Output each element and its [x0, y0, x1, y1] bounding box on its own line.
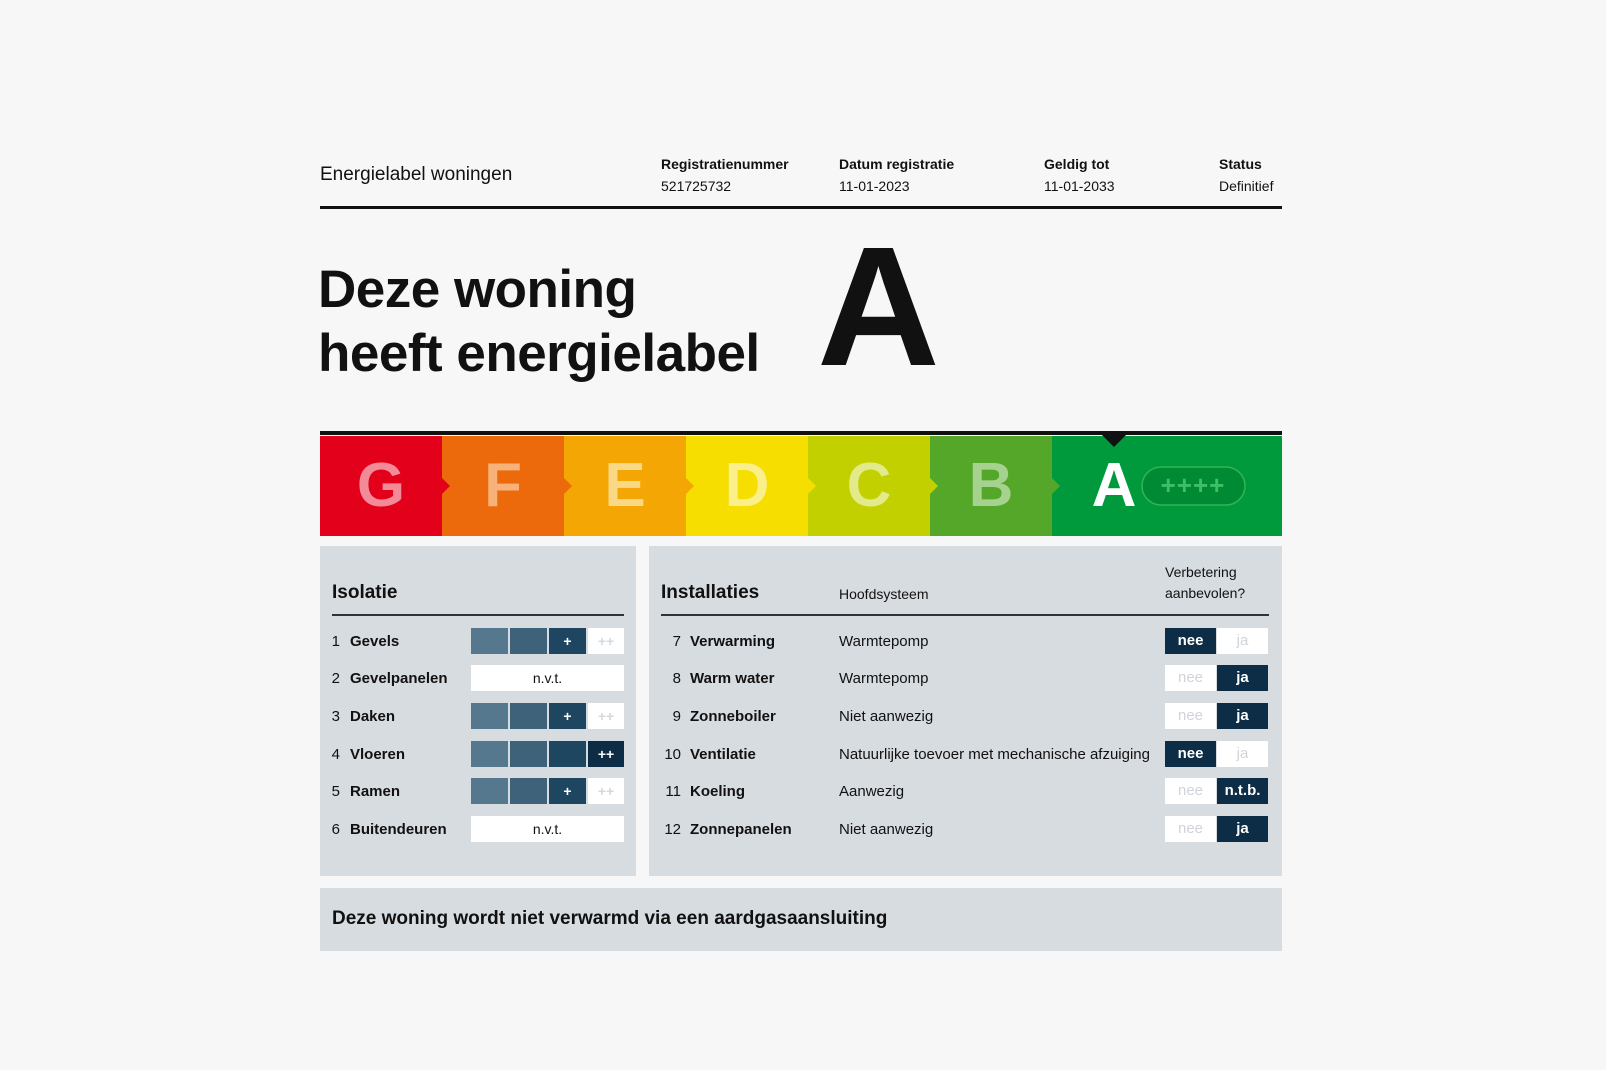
rating-segment: ++ — [588, 741, 624, 767]
installatie-row-system: Aanwezig — [839, 783, 905, 800]
rating-segment — [471, 703, 508, 729]
detail-panels — [320, 546, 1282, 876]
rating-segment: + — [549, 703, 586, 729]
improvement-option-nee: nee — [1165, 741, 1216, 767]
installatie-row-system: Niet aanwezig — [839, 708, 934, 725]
headline-line-1: Deze woning — [318, 260, 637, 319]
isolatie-rating-bar — [471, 778, 624, 804]
status-label: Status — [1219, 156, 1262, 172]
improvement-recommended-indicator — [1165, 628, 1268, 654]
scale-letter-a: A — [1091, 451, 1137, 520]
isolatie-row-number: 5 — [331, 783, 340, 800]
scale-letter-d: D — [724, 451, 770, 520]
isolatie-row-number: 4 — [331, 746, 340, 763]
installaties-divider — [661, 614, 1269, 616]
installatie-row-label: Koeling — [690, 783, 745, 800]
rating-segment — [510, 628, 547, 654]
document-title: Energielabel woningen — [320, 164, 513, 185]
label-extra-plus-text: ++++ — [1160, 470, 1226, 500]
installatie-row-system: Niet aanwezig — [839, 821, 934, 838]
installatie-row-label: Warm water — [690, 670, 775, 687]
valid-until-label: Geldig tot — [1044, 156, 1110, 172]
installatie-row-label: Zonnepanelen — [690, 821, 792, 838]
scale-top-line — [320, 431, 1282, 435]
installatie-row-number: 7 — [672, 633, 681, 650]
isolatie-row-label: Vloeren — [350, 746, 406, 763]
isolatie-row-label: Gevelpanelen — [350, 670, 448, 687]
improvement-recommended-indicator — [1165, 741, 1268, 767]
installatie-row-number: 10 — [664, 746, 681, 763]
installaties-title: Installaties — [661, 582, 760, 603]
rating-segment — [510, 778, 547, 804]
improvement-option-nee: nee — [1165, 703, 1216, 729]
isolatie-divider — [332, 614, 624, 616]
energy-label-letter: A — [817, 212, 940, 402]
installatie-row-label: Ventilatie — [690, 746, 756, 763]
installatie-row-label: Verwarming — [690, 633, 776, 650]
isolatie-row-label: Ramen — [350, 783, 401, 800]
registration-date-value: 11-01-2023 — [839, 178, 910, 194]
registration-number-label: Registratienummer — [661, 156, 789, 172]
installatie-row-number: 9 — [672, 708, 681, 725]
improvement-option-ja: ja — [1217, 703, 1268, 729]
energy-scale-graphic — [320, 431, 1282, 536]
hoofdsysteem-column-header: Hoofdsysteem — [839, 586, 929, 602]
isolatie-row-number: 1 — [331, 633, 340, 650]
installatie-row-number: 12 — [664, 821, 681, 838]
rating-segment: ++ — [588, 703, 624, 729]
rating-segment: + — [549, 778, 586, 804]
status-field — [1219, 153, 1273, 197]
installatie-row-system: Warmtepomp — [839, 670, 929, 687]
rating-segment: + — [549, 628, 586, 654]
improvement-option-nee: nee — [1165, 816, 1216, 842]
registration-date-label: Datum registratie — [839, 156, 955, 172]
scale-letter-f: F — [484, 451, 522, 520]
valid-until-value: 11-01-2033 — [1044, 178, 1115, 194]
isolatie-panel — [320, 546, 636, 876]
isolatie-title: Isolatie — [332, 582, 398, 603]
verbetering-column-header — [1165, 562, 1245, 604]
scale-letter-b: B — [968, 451, 1014, 520]
improvement-option-ja: ja — [1217, 665, 1268, 691]
scale-letter-g: G — [356, 451, 406, 520]
isolatie-row-number: 3 — [331, 708, 340, 725]
rating-segment — [549, 741, 586, 767]
headline-line-2: heeft energielabel — [318, 324, 760, 383]
isolatie-row-label: Daken — [350, 708, 396, 725]
improvement-recommended-indicator — [1165, 665, 1268, 691]
improvement-option-ja: ja — [1217, 741, 1268, 767]
installatie-row-number: 8 — [672, 670, 681, 687]
rating-segment — [471, 741, 508, 767]
isolatie-not-applicable: n.v.t. — [471, 816, 624, 842]
improvement-recommended-indicator — [1165, 778, 1268, 804]
scale-letter-e: E — [604, 451, 646, 520]
energy-scale — [320, 431, 1282, 536]
registration-date-field — [839, 153, 954, 197]
isolatie-not-applicable: n.v.t. — [471, 665, 624, 691]
rating-segment: ++ — [588, 778, 624, 804]
verbetering-header-line-2: aanbevolen? — [1165, 585, 1246, 601]
installatie-row-system: Warmtepomp — [839, 633, 929, 650]
improvement-option-ja: n.t.b. — [1217, 778, 1268, 804]
isolatie-row-label: Gevels — [350, 633, 400, 650]
headline — [318, 258, 760, 386]
isolatie-row-number: 6 — [331, 821, 340, 838]
rating-segment: ++ — [588, 628, 624, 654]
gas-connection-text: Deze woning wordt niet verwarmd via een aardgasaansluiting — [332, 908, 888, 929]
registration-number-value: 521725732 — [661, 178, 732, 194]
installatie-row-number: 11 — [665, 783, 681, 800]
rating-segment — [510, 703, 547, 729]
isolatie-rating-bar — [471, 741, 624, 767]
installaties-panel — [649, 546, 1282, 876]
rating-segment — [510, 741, 547, 767]
improvement-option-nee: nee — [1165, 665, 1216, 691]
improvement-option-ja: ja — [1217, 628, 1268, 654]
installatie-row-label: Zonneboiler — [690, 708, 776, 725]
gas-connection-note — [320, 888, 1282, 951]
valid-until-field — [1044, 153, 1115, 197]
isolatie-rating-bar — [471, 703, 624, 729]
improvement-option-nee: nee — [1165, 778, 1216, 804]
rating-segment — [471, 628, 508, 654]
improvement-recommended-indicator — [1165, 703, 1268, 729]
registration-number-field — [661, 153, 789, 197]
improvement-option-ja: ja — [1217, 816, 1268, 842]
rating-segment — [471, 778, 508, 804]
isolatie-row-number: 2 — [331, 670, 340, 687]
improvement-option-nee: nee — [1165, 628, 1216, 654]
verbetering-header-line-1: Verbetering — [1165, 564, 1237, 580]
isolatie-row-label: Buitendeuren — [350, 821, 447, 838]
energy-label-sheet — [318, 148, 1282, 929]
status-value: Definitief — [1219, 178, 1274, 194]
scale-letter-c: C — [846, 451, 892, 520]
document-header — [320, 148, 1282, 209]
installatie-row-system: Natuurlijke toevoer met mechanische afzuiging — [839, 746, 1150, 763]
improvement-recommended-indicator — [1165, 816, 1268, 842]
isolatie-rating-bar — [471, 628, 624, 654]
